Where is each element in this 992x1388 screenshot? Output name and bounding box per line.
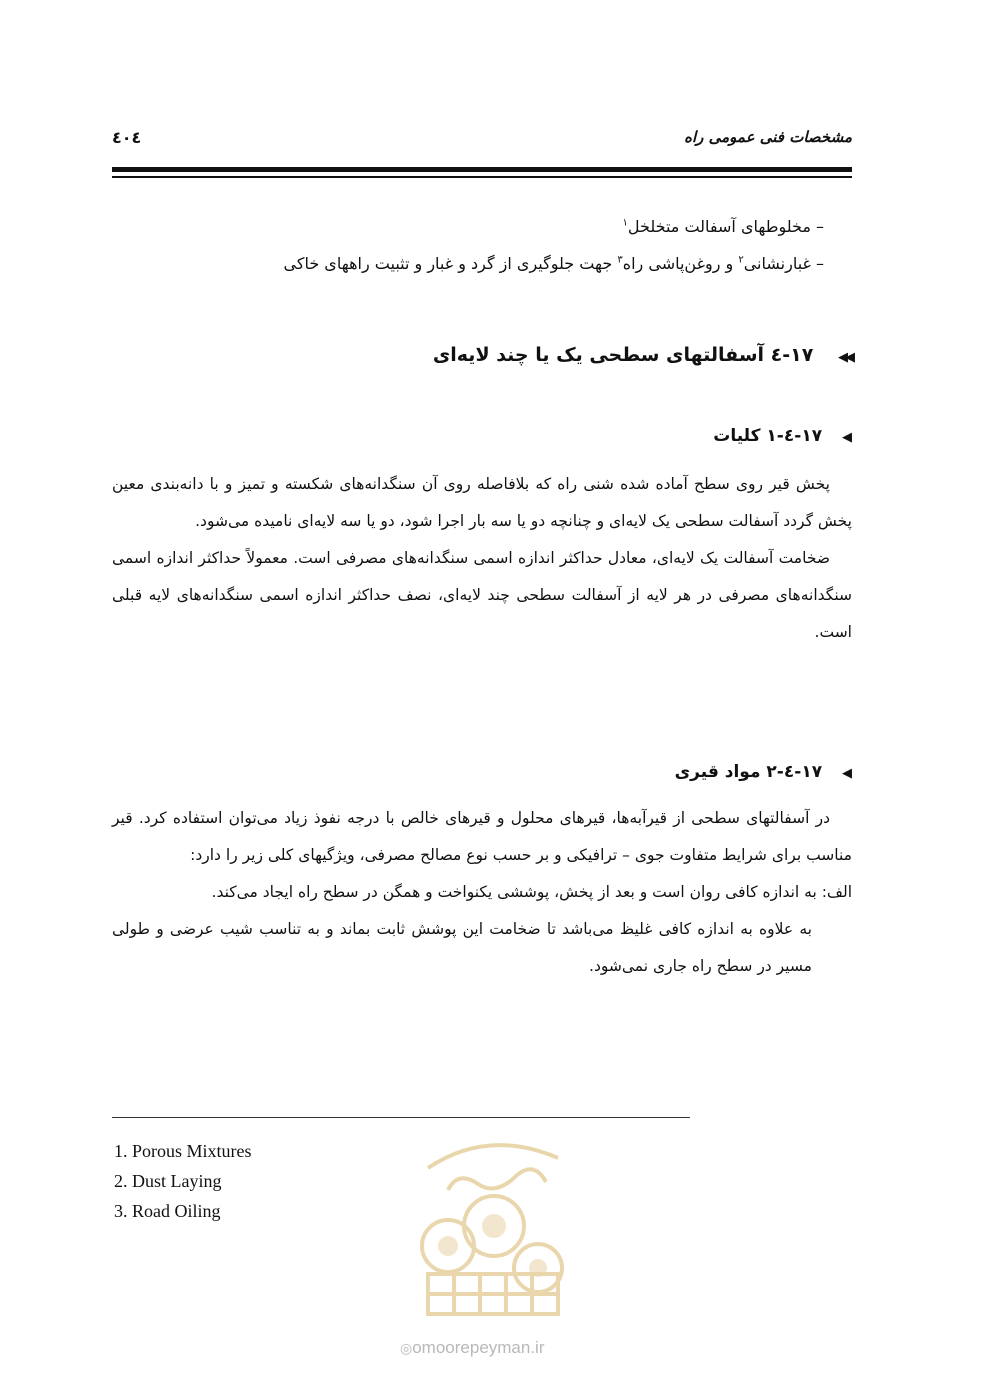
bullet-text: غبارنشانی: [743, 254, 811, 273]
list-item: [112, 874, 852, 911]
subsection-heading: [112, 760, 852, 786]
list-item-label: الف:: [821, 883, 852, 901]
bullet-dash: –: [816, 217, 824, 236]
watermark-url: [400, 1338, 545, 1358]
arrow-icon: ◀: [842, 430, 852, 445]
bullet-item: [112, 216, 852, 240]
footnote: 2. Dust Laying: [114, 1171, 222, 1191]
subsection-heading: [112, 424, 852, 450]
subsection-title: مواد قیری: [674, 762, 761, 782]
at-icon: ◎: [400, 1340, 413, 1356]
running-title: مشخصات فنی عمومی راه: [684, 128, 852, 146]
subsection-number: ١٧-٤-١: [766, 426, 823, 446]
bullet-list: [112, 216, 852, 277]
body-text: [112, 800, 852, 985]
body-text: [112, 466, 852, 651]
header-rule-thin: [112, 176, 852, 178]
footnote: 1. Porous Mixtures: [114, 1141, 252, 1161]
subsection-title: کلیات: [713, 426, 761, 446]
double-arrow-icon: ◀◀: [838, 350, 852, 365]
footnote-ref: ١: [622, 217, 628, 229]
footnote-separator: [112, 1117, 690, 1118]
bullet-text: و روغن‌پاشی راه: [622, 254, 734, 273]
page-number: ٤٠٤: [112, 128, 142, 147]
bullet-text: مخلوطهای آسفالت متخلخل: [627, 217, 811, 236]
list-item-text: به اندازه کافی روان است و بعد از پخش، پوششی یکنواخت و همگن در سطح راه ایجاد می‌کند.: [211, 883, 817, 901]
footnote-ref: ٣: [617, 254, 623, 266]
footnote-ref: ٢: [738, 254, 744, 266]
footnotes: [114, 1136, 414, 1226]
section-title: آسفالتهای سطحی یک یا چند لایه‌ای: [432, 344, 765, 366]
bullet-text: جهت جلوگیری از گرد و غبار و تثبیت راههای خاکی: [283, 254, 613, 273]
footnote: 3. Road Oiling: [114, 1201, 221, 1221]
header-rule-thick: [112, 167, 852, 172]
running-header: [112, 128, 852, 156]
bullet-dash: –: [816, 254, 824, 273]
list-item-continuation: به علاوه به اندازه کافی غلیظ می‌باشد تا ضخامت این پوشش ثابت بماند و به تناسب شیب عرضی و طولی مسیر در سطح راه جاری نمی‌شود.: [112, 920, 812, 975]
watermark-url-text: omoorepeyman.ir: [412, 1338, 545, 1357]
arrow-icon: ◀: [842, 766, 852, 781]
watermark-logo: [388, 1128, 594, 1334]
bullet-item: [112, 253, 852, 277]
paragraph: در آسفالتهای سطحی از قیرآبه‌ها، قیرهای محلول و قیرهای خالص با درجه نفوذ زیاد می‌توان استفاده کرد. قیر مناسب برای شرایط متفاوت جوی – ترافیکی و بر حسب نوع مصالح مصرفی، ویژگیهای کلی زیر را دارد:: [112, 809, 852, 864]
paragraph: پخش قیر روی سطح آماده شده شنی راه که بلافاصله روی آن سنگدانه‌های شکسته و تمیز و با دانه‌بندی معین پخش گردد آسفالت سطحی یک لایه‌ای و چنانچه دو یا سه بار اجرا شود، دو یا سه لایه‌ای نامیده می‌شود.: [112, 475, 852, 530]
section-heading: [112, 342, 852, 371]
section-number: ١٧-٤: [770, 344, 814, 366]
paragraph: ضخامت آسفالت یک لایه‌ای، معادل حداکثر اندازه اسمی سنگدانه‌های مصرفی است. معمولاً حداکثر اندازه اسمی سنگدانه‌های مصرفی در هر لایه از آسفالت سطحی چند لایه‌ای، نصف حداکثر اندازه اسمی سنگدانه‌های لایه قبلی است.: [112, 549, 852, 641]
subsection-number: ١٧-٤-٢: [766, 762, 823, 782]
